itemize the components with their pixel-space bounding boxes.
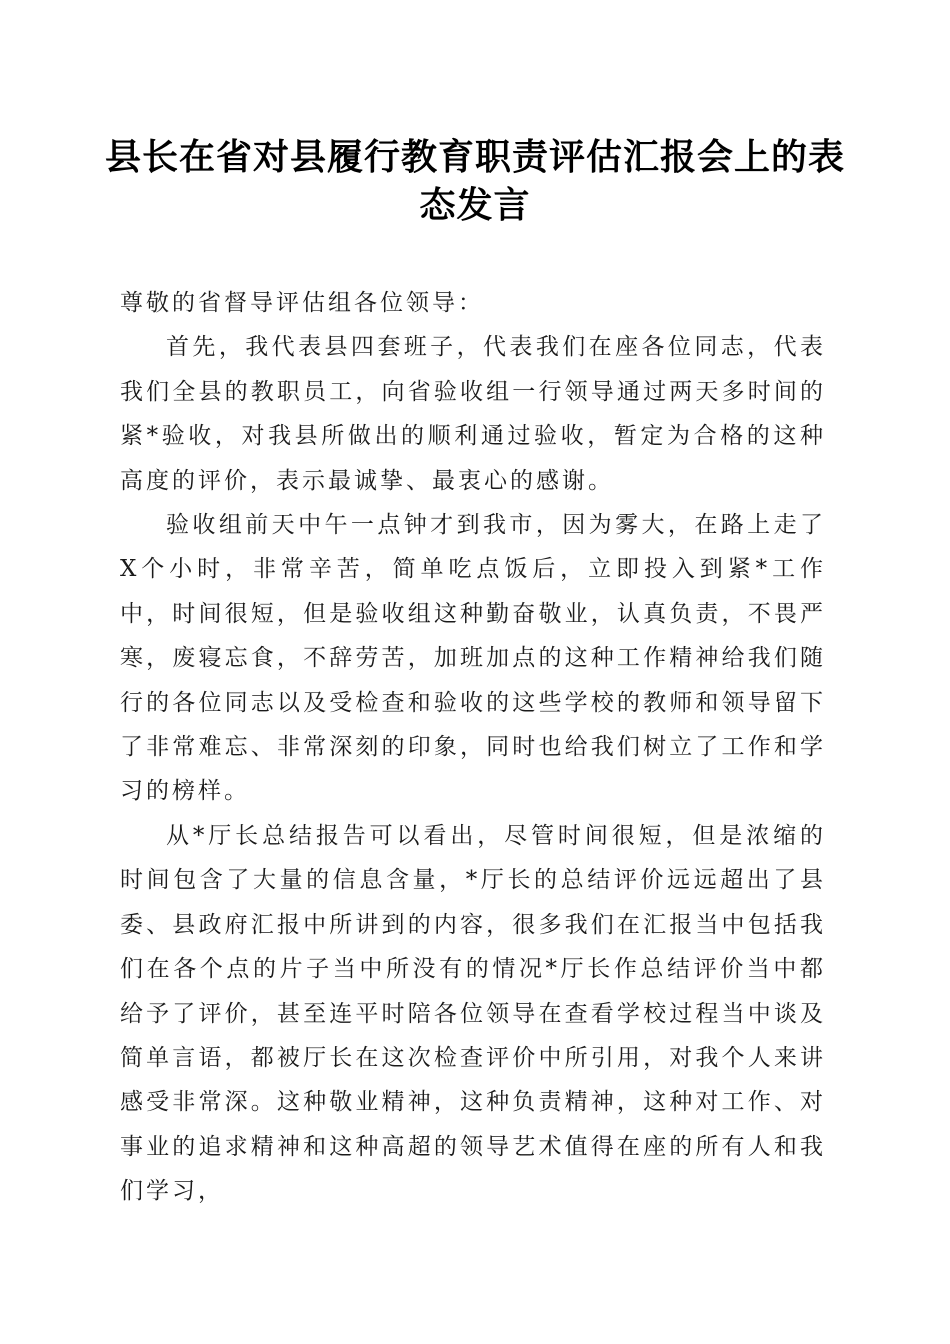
salutation: 尊敬的省督导评估组各位领导： bbox=[120, 290, 484, 316]
page-title: 县长在省对县履行教育职责评估汇报会上的表态发言 bbox=[104, 136, 845, 226]
document-body bbox=[120, 281, 826, 1214]
paragraph-2: 验收组前天中午一点钟才到我市，因为雾大，在路上走了X个小时，非常辛苦，简单吃点饭后，立即投入到紧*工作中，时间很短，但是验收组这种勤奋敬业，认真负责，不畏严寒，废寝忘食，不辞劳苦，加班加点的这种工作精神给我们随行的各位同志以及受检查和验收的这些学校的教师和领导留下了非常难忘、非常深刻的印象，同时也给我们树立了工作和学习的榜样。 bbox=[120, 512, 826, 805]
paragraph-1: 首先，我代表县四套班子，代表我们在座各位同志，代表我们全县的教职员工，向省验收组一行领导通过两天多时间的紧*验收，对我县所做出的顺利通过验收，暂定为合格的这种高度的评价，表示最诚挚、最衷心的感谢。 bbox=[120, 334, 826, 494]
paragraph-3: 从*厅长总结报告可以看出，尽管时间很短，但是浓缩的时间包含了大量的信息含量，*厅长的总结评价远远超出了县委、县政府汇报中所讲到的内容，很多我们在汇报当中包括我们在各个点的片子当中所没有的情况*厅长作总结评价当中都给予了评价，甚至连平时陪各位领导在查看学校过程当中谈及简单言语，都被厅长在这次检查评价中所引用，对我个人来讲感受非常深。这种敬业精神，这种负责精神，这种对工作、对事业的追求精神和这种高超的领导艺术值得在座的所有人和我们学习， bbox=[120, 822, 826, 1205]
